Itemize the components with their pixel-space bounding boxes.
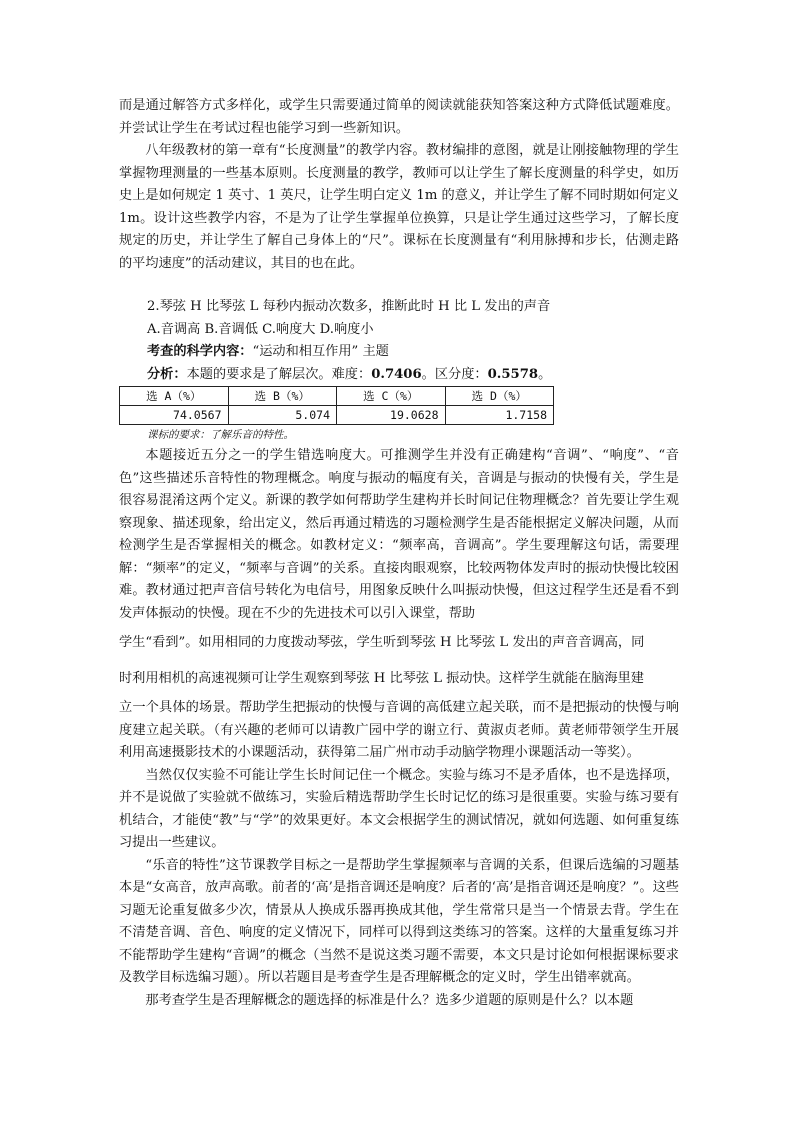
table-header: 选 B（%）	[228, 387, 337, 406]
spacer	[119, 275, 679, 296]
paragraph-music-features: “乐音的特性”这节课教学目标之一是帮助学生掌握频率与音调的关系，但课后选编的习题基本是“女高音，放声高歌。前者的‘高’是指音调还是响度？后者的‘高’是指音调还是响度？”。这些习题无论重复做多少次，情景从人换成乐器再换成其他，学生常常只是当一个情景去背。学生在不清楚音调、音色、响度的定义情况下，同样可以得到这类练习的答案。这样的大量重复练习并不能帮助学生建构“音调”的概念（当然不是说这类习题不需要，本文只是讨论如何根据课标要求及教学目标选编习题）。所以若题目是考查学生是否理解概念的定义时，学生出错率就高。	[119, 857, 679, 985]
table-header: 选 A（%）	[120, 387, 229, 406]
table-header-row	[120, 387, 554, 406]
content-value: “运动和相互作用” 主题	[252, 344, 389, 359]
paragraph-question-criteria: 那考查学生是否理解概念的题选择的标准是什么？选多少道题的原则是什么？以本题	[145, 992, 634, 1008]
table-header: 选 C（%）	[337, 387, 446, 406]
question-options: A.音调高 B.音调低 C.响度大 D.响度小	[147, 321, 374, 337]
analysis-label: 分析：	[147, 366, 187, 382]
paragraph-analysis-line: 学生“看到”。如用相同的力度拨动琴弦，学生听到琴弦 H 比琴弦 L 发出的声音音调高，同	[119, 635, 645, 650]
question-analysis	[119, 364, 679, 387]
content-label: 考查的科学内容：	[147, 344, 253, 359]
table-cell: 1.7158	[445, 406, 554, 425]
analysis-end: 。	[538, 366, 552, 382]
table-header: 选 D（%）	[445, 387, 554, 406]
table-cell: 19.0628	[337, 406, 446, 425]
table-row	[120, 406, 554, 425]
document-page	[119, 95, 679, 1012]
paragraph-analysis-line: 时利用相机的高速视频可让学生观察到琴弦 H 比琴弦 L 振动快。这样学生就能在脑海里建	[119, 671, 644, 686]
table-cell: 74.0567	[120, 406, 229, 425]
curriculum-note: 课标的要求：了解乐音的特性。	[147, 429, 294, 441]
difficulty-value: 0.7406	[371, 366, 422, 382]
table-cell: 5.074	[228, 406, 337, 425]
analysis-sep: 。区分度：	[421, 366, 488, 382]
question-stem: 2.琴弦 H 比琴弦 L 每秒内振动次数多，推断此时 H 比 L 发出的声音	[147, 299, 551, 314]
discrimination-value: 0.5578	[487, 366, 539, 382]
question-content	[119, 341, 679, 364]
paragraph-length-measurement: 八年级教材的第一章有“长度测量”的教学内容。教材编排的意图，就是让刚接触物理的学生掌握物理测量的一些基本原则。长度测量的教学，教师可以让学生了解长度测量的科学史，如历史上是如何规定 1 英寸、1 英尺，让学生明白定义 1m 的意义，并让学生了解不同时期如何定义 1m。设计这些教学内容，不是为了让学生掌握单位换算，只是让学生通过这些学习，了解长度规定的历史，并让学生了解自己身体上的“尺”。课标在长度测量有“利用脉搏和步长，估测走路的平均速度”的活动建议，其目的也在此。	[119, 143, 679, 271]
paragraph-intro: 而是通过解答方式多样化，或学生只需要通过简单的阅读就能获知答案这种方式降低试题难度。并尝试让学生在考试过程也能学习到一些新知识。	[119, 98, 679, 136]
paragraph-analysis-cont: 立一个具体的场景。帮助学生把振动的快慢与音调的高低建立起关联，而不是把振动的快慢与响度建立起关联。（有兴趣的老师可以请教广园中学的谢立行、黄淑贞老师。黄老师带领学生开展利用高速摄影技术的小课题活动，获得第二届广州市动手动脑学物理小课题活动一等奖）。	[119, 700, 679, 760]
paragraph-analysis: 本题接近五分之一的学生错选响度大。可推测学生并没有正确建构“音调”、“响度”、“音色”这些描述乐音特性的物理概念。响度与振动的幅度有关，音调是与振动的快慢有关，学生是很容易混淆这两个定义。新课的教学如何帮助学生建构并长时间记住物理概念？首先要让学生观察现象、描述现象，给出定义，然后再通过精选的习题检测学生是否能根据定义解决问题，从而检测学生是否掌握相关的概念。如教材定义：“频率高，音调高”。学生要理解这句话，需要理解：“频率”的定义，“频率与音调”的关系。直接肉眼观察，比较两物体发声时的振动快慢比较困难。教材通过把声音信号转化为电信号，用图象反映什么叫振动快慢，但这过程学生还是看不到发声体振动的快慢。现在不少的先进技术可以引入课堂，帮助	[119, 448, 679, 621]
answer-stats-table	[119, 386, 554, 425]
analysis-text: 本题的要求是了解层次。难度：	[186, 366, 372, 382]
paragraph-experiment: 当然仅仅实验不可能让学生长时间记住一个概念。实验与练习不是矛盾体，也不是选择项，并不是说做了实验就不做练习，实验后精选帮助学生长时记忆的练习是很重要。实验与练习要有机结合，才能使“教”与“学”的效果更好。本文会根据学生的测试情况，就如何选题、如何重复练习提出一些建议。	[119, 767, 679, 850]
